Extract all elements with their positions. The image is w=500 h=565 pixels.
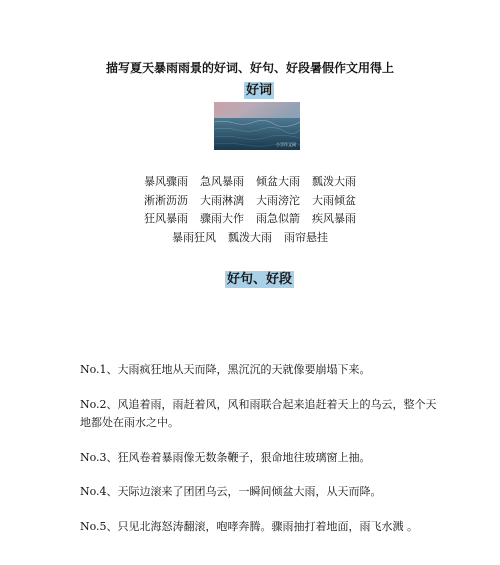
rain-sea-photo — [214, 102, 300, 150]
vocabulary-word: 狂风暴雨 — [144, 212, 188, 225]
sentence-item: No.1、大雨疯狂地从天而降，黑沉沉的天就像要崩塌下来。 — [80, 363, 371, 376]
vocabulary-word: 雨帘悬挂 — [284, 230, 328, 244]
vocabulary-word: 疾风暴雨 — [312, 212, 356, 225]
vocabulary-row — [0, 192, 500, 211]
vocabulary-word: 急风暴雨 — [200, 175, 244, 188]
vocabulary-list — [0, 173, 500, 247]
vocabulary-row — [0, 229, 500, 248]
vocabulary-word: 瓢泼大雨 — [312, 175, 356, 188]
vocabulary-word: 骤雨大作 — [200, 212, 244, 225]
sentence-item: No.4、天际边滚来了团团乌云，一瞬间倾盆大雨，从天而降。 — [80, 485, 382, 498]
sentence-item: No.2、风追着雨，雨赶着风，风和雨联合起来追赶着天上的乌云，整个天地都处在雨水之中。 — [80, 397, 437, 429]
page-title: 描写夏天暴雨雨景的好词、好句、好段暑假作文用得上 — [105, 61, 394, 75]
section-heading-sentences: 好句、好段 — [227, 272, 293, 287]
photo-watermark: 小学作文网 — [276, 142, 296, 147]
vocabulary-word: 暴雨狂风 — [172, 230, 216, 244]
vocabulary-word: 倾盆大雨 — [256, 175, 300, 188]
vocabulary-word: 瓢泼大雨 — [228, 230, 272, 244]
vocabulary-word: 大雨倾盆 — [312, 193, 356, 207]
section-heading-words: 好词 — [246, 83, 273, 98]
vocabulary-word: 淅淅沥沥 — [144, 193, 188, 207]
vocabulary-word: 大雨淋漓 — [200, 193, 244, 207]
vocabulary-row — [0, 173, 500, 192]
vocabulary-word: 大雨滂沱 — [256, 193, 300, 207]
sentence-item: No.5、只见北海怒涛翻滚，咆哮奔腾。骤雨抽打着地面，雨飞水溅 。 — [80, 519, 419, 533]
vocabulary-row — [0, 210, 500, 229]
vocabulary-word: 暴风骤雨 — [144, 175, 188, 188]
sentence-item: No.3、狂风卷着暴雨像无数条鞭子，狠命地往玻璃窗上抽。 — [80, 450, 371, 464]
sentence-list — [80, 361, 440, 552]
vocabulary-word: 雨急似箭 — [256, 212, 300, 225]
